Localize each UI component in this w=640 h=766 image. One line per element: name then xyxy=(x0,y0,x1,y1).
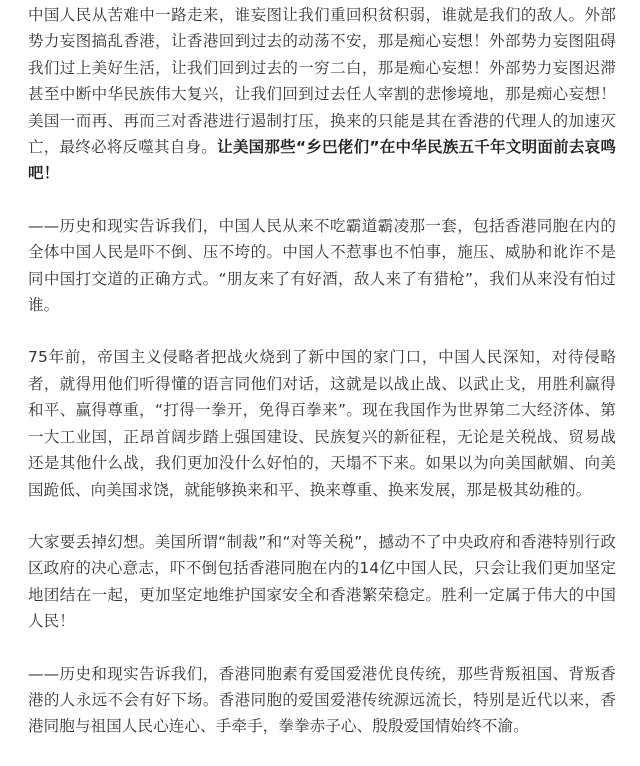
paragraph-2 xyxy=(28,213,616,319)
paragraph-5-text: ——历史和现实告诉我们，香港同胞素有爱国爱港优良传统，那些背叛祖国、背叛香港的人永远不会有好下场。香港同胞的爱国爱港传统源远流长，特别是近代以来，香港同胞与祖国人民心连心、手牵手，拳拳赤子心、殷殷爱国情始终不渝。 xyxy=(28,664,616,736)
paragraph-1 xyxy=(28,2,616,187)
paragraph-4 xyxy=(28,529,616,635)
article-body xyxy=(28,2,616,766)
paragraph-4-text: 大家要丢掉幻想。美国所谓“制裁”和“对等关税”，撼动不了中央政府和香港特别行政区政府的决心意志，吓不倒包括香港同胞在内的14亿中国人民，只会让我们更加坚定地团结在一起，更加坚定地维护国家安全和香港繁荣稳定。胜利一定属于伟大的中国人民！ xyxy=(28,532,616,631)
paragraph-1-bold-text: 让美国那些“乡巴佬们”在中华民族五千年文明面前去哀鸣吧！ xyxy=(28,138,616,183)
paragraph-1-text: 中国人民从苦难中一路走来，谁妄图让我们重回积贫积弱，谁就是我们的敌人。外部势力妄图搞乱香港，让香港回到过去的动荡不安，那是痴心妄想！外部势力妄图阻碍我们过上美好生活，让我们回到过去的一穷二白，那是痴心妄想！外部势力妄图迟滞甚至中断中华民族伟大复兴，让我们回到过去任人宰割的悲惨境地，那是痴心妄想！美国一而再、再而三对香港进行遏制打压，换来的只能是其在香港的代理人的加速灭亡，最终必将反噬其自身。 xyxy=(28,6,616,157)
paragraph-5 xyxy=(28,661,616,740)
paragraph-3-text: 75年前，帝国主义侵略者把战火烧到了新中国的家门口，中国人民深知，对待侵略者，就得用他们听得懂的语言同他们对话，这就是以战止战、以武止戈，用胜利赢得和平、赢得尊重，“打得一拳开，免得百拳来”。现在我国作为世界第二大经济体、第一大工业国，正昂首阔步踏上强国建设、民族复兴的新征程，无论是关税战、贸易战还是其他什么战，我们更加没什么好怕的，天塌不下来。如果以为向美国献媚、向美国跪低、向美国求饶，就能够换来和平、换来尊重、换来发展，那是极其幼稚的。 xyxy=(28,348,616,499)
paragraph-3 xyxy=(28,344,616,502)
paragraph-2-text: ——历史和现实告诉我们，中国人民从来不吃霸道霸凌那一套，包括香港同胞在内的全体中国人民是吓不倒、压不垮的。中国人不惹事也不怕事，施压、威胁和讹诈不是同中国打交道的正确方式。“朋友来了有好酒，敌人来了有猎枪”，我们从来没有怕过谁。 xyxy=(28,216,616,315)
